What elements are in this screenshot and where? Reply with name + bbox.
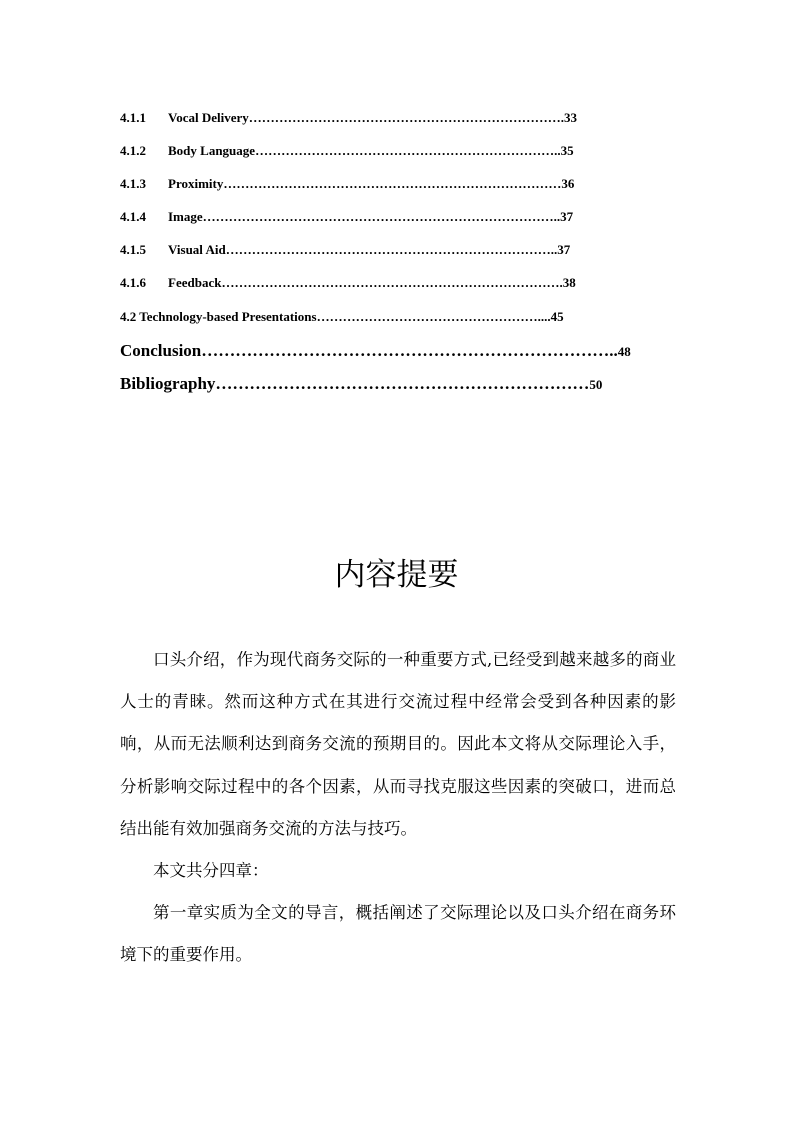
toc-entry-conclusion: [120, 340, 631, 362]
toc-page-number: 38: [562, 275, 576, 290]
toc-entry-4-1-3: [120, 175, 574, 193]
toc-page-number: 45: [550, 309, 564, 324]
toc-leader-dots: ……………………………………………………………………: [223, 176, 562, 191]
abstract-heading: 内容提要: [334, 557, 459, 593]
toc-entry-4-1-4: [120, 208, 573, 226]
toc-entry-title: Feedback: [168, 275, 222, 290]
toc-page-number: 37: [557, 242, 571, 257]
toc-leader-dots: ……………………………………………....: [316, 309, 551, 324]
toc-page-number: 37: [560, 209, 574, 224]
toc-page-number: 48: [617, 344, 631, 359]
toc-leader-dots: …………………………………………………………………..: [225, 242, 558, 257]
toc-entry-bibliography: [120, 373, 602, 395]
abstract-paragraph: 本文共分四章：: [153, 861, 269, 880]
toc-entry-title: Vocal Delivery: [168, 110, 249, 125]
toc-entry-number: 4.1.6: [120, 275, 146, 290]
toc-leader-dots: ………………………………………………………………………..: [202, 209, 561, 224]
toc-page-number: 33: [564, 110, 577, 125]
abstract-paragraph: 第一章实质为全文的导言，概括阐述了交际理论以及口头介绍在商务环境下的重要作用。: [120, 903, 676, 965]
toc-entry-number: 4.1.5: [120, 242, 146, 257]
toc-page-number: 50: [589, 377, 603, 392]
toc-entry-title: Bibliography: [120, 374, 216, 393]
toc-entry-4-1-1: [120, 109, 577, 127]
toc-entry-4-1-2: [120, 142, 574, 160]
toc-entry-4-1-6: [120, 274, 576, 292]
toc-entry-number: 4.1.4: [120, 209, 146, 224]
toc-entry-number: 4.1.1: [120, 110, 146, 125]
toc-entry-title: Visual Aid: [168, 242, 226, 257]
toc-entry-4-2: [120, 308, 564, 326]
toc-entry-title: 4.2 Technology-based Presentations: [120, 309, 317, 324]
toc-entry-4-1-5: [120, 241, 570, 259]
toc-entry-number: 4.1.3: [120, 176, 146, 191]
toc-entry-title: Conclusion: [120, 341, 202, 360]
toc-entry-title: Body Language: [168, 143, 256, 158]
toc-entry-number: 4.1.2: [120, 143, 146, 158]
toc-leader-dots: ………………………………………………………………..: [201, 341, 618, 360]
abstract-paragraph: 口头介绍，作为现代商务交际的一种重要方式,已经受到越来越多的商业人士的青睐。然而这种方式在其进行交流过程中经常会受到各种因素的影响，从而无法顺利达到商务交流的预期目的。因此本文将从交际理论入手，分析影响交际过程中的各个因素，从而寻找克服这些因素的突破口，进而总结出能有效加强商务交流的方法与技巧。: [120, 650, 676, 838]
toc-leader-dots: …………………………………………………………………….: [221, 275, 563, 290]
toc-leader-dots: ……………………………………………………………….: [248, 110, 564, 125]
toc-page-number: 36: [561, 176, 575, 191]
toc-leader-dots: …………………………………………………………: [215, 374, 590, 393]
toc-entry-title: Proximity: [168, 176, 224, 191]
toc-leader-dots: ……………………………………………………………..: [255, 143, 561, 158]
toc-page-number: 35: [560, 143, 574, 158]
toc-entry-title: Image: [168, 209, 203, 224]
